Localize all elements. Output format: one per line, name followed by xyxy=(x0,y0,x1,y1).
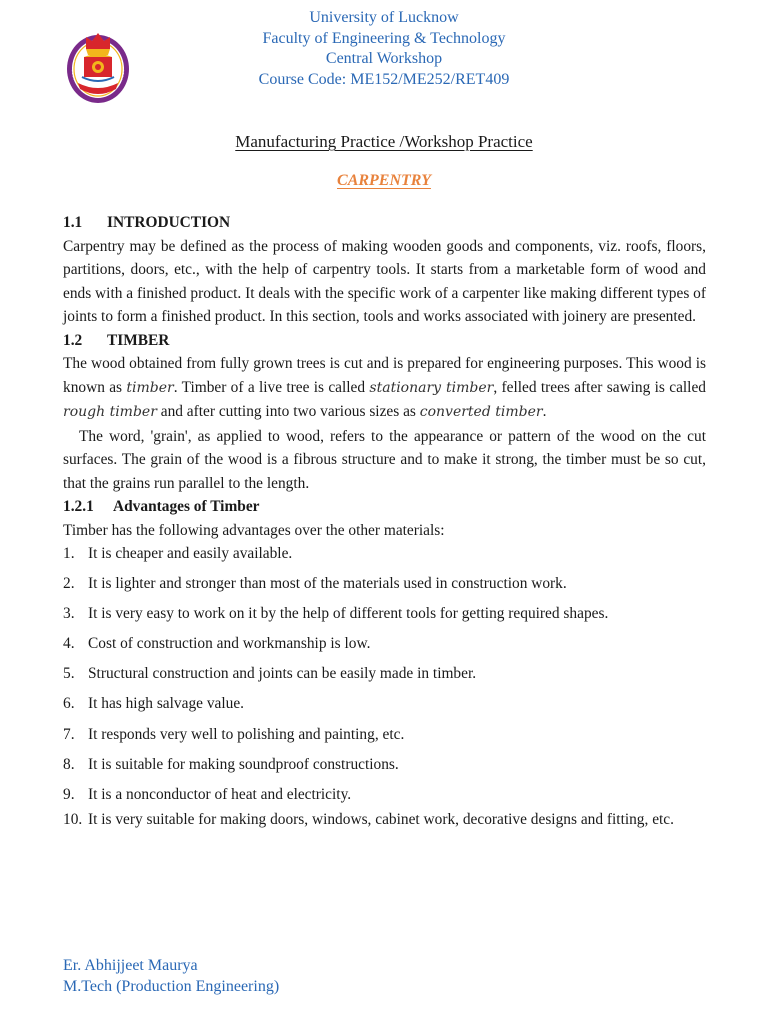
text-run: . xyxy=(542,403,547,420)
grain-paragraph: The word, 'grain', as applied to wood, refers to the appearance or pattern of the wood on the cut surfaces. The grain of the wood is a fibrous structure and to make it strong, the timber must be so cut, that the grains run parallel to the length. xyxy=(63,427,706,492)
list-number: 9. xyxy=(63,785,75,803)
university-name: University of Lucknow xyxy=(309,9,459,26)
list-text: It is cheaper and easily available. xyxy=(88,545,293,562)
term-rough-timber: rough timber xyxy=(63,404,157,420)
heading-advantages xyxy=(63,495,706,519)
author-degree: M.Tech (Production Engineering) xyxy=(63,977,280,995)
list-text: It has high salvage value. xyxy=(88,695,244,713)
list-number: 10. xyxy=(63,811,83,829)
author-name: Er. Abhijjeet Maurya xyxy=(63,957,198,974)
timber-paragraph xyxy=(63,352,706,425)
heading-number: 1.2 xyxy=(63,331,83,349)
text-run: . Timber of a live tree is called xyxy=(173,378,370,396)
text-run: , felled trees after sawing is called xyxy=(493,378,706,396)
department-name: Central Workshop xyxy=(325,50,443,67)
document-body xyxy=(63,211,706,834)
course-code: Course Code: ME152/ME252/RET409 xyxy=(258,70,510,88)
institution-header xyxy=(150,8,618,90)
section-title xyxy=(0,170,768,192)
advantages-intro: Timber has the following advantages over the other materials: xyxy=(63,521,445,539)
list-number: 8. xyxy=(63,755,75,773)
list-number: 5. xyxy=(63,665,75,683)
list-item xyxy=(63,632,706,656)
list-item xyxy=(63,692,706,716)
list-text: It is very easy to work on it by the help of different tools for getting required shapes. xyxy=(88,605,609,623)
document-title xyxy=(0,131,768,153)
list-text: It is lighter and stronger than most of the materials used in construction work. xyxy=(88,575,567,593)
list-number: 4. xyxy=(63,635,75,653)
list-text: It is very suitable for making doors, windows, cabinet work, decorative designs and fitting, etc. xyxy=(88,811,674,829)
list-text: Cost of construction and workmanship is low. xyxy=(88,635,371,653)
term-stationary-timber: stationary timber xyxy=(369,379,494,396)
heading-text: Advantages of Timber xyxy=(113,498,260,515)
heading-text: INTRODUCTION xyxy=(107,214,231,231)
list-number: 2. xyxy=(63,575,75,593)
text-run: The wood obtained from fully grown trees is cut and is prepared for engineering purposes. This wood is known as xyxy=(63,355,706,396)
heading-number: 1.2.1 xyxy=(63,498,94,515)
list-item xyxy=(63,806,706,834)
faculty-name: Faculty of Engineering & Technology xyxy=(262,29,506,47)
list-item xyxy=(63,602,706,626)
university-seal-icon xyxy=(64,27,132,107)
document-title-text: Manufacturing Practice /Workshop Practice xyxy=(235,132,533,151)
list-item xyxy=(63,662,706,686)
introduction-paragraph: Carpentry may be defined as the process of making wooden goods and components, viz. roofs, floors, partitions, doors, etc., with the help of carpentry tools. It starts from a marketable form of wood and ends with a finished product. It deals with the specific work of a carpenter like making different types of joints to form a finished product. In this section, tools and works associated with joinery are presented. xyxy=(63,237,706,325)
term-converted-timber: converted timber xyxy=(419,404,543,420)
list-item xyxy=(63,753,706,777)
section-title-text: CARPENTRY xyxy=(337,172,431,189)
list-number: 7. xyxy=(63,725,75,743)
list-number: 3. xyxy=(63,605,75,623)
list-text: It is suitable for making soundproof constructions. xyxy=(88,755,399,773)
list-item xyxy=(63,572,706,596)
list-number: 1. xyxy=(63,545,75,562)
list-item xyxy=(63,723,706,747)
term-timber: timber xyxy=(126,379,174,396)
author-block xyxy=(63,956,279,997)
text-run: and after cutting into two various sizes as xyxy=(156,403,420,420)
heading-timber xyxy=(63,329,706,353)
list-number: 6. xyxy=(63,695,75,713)
list-text: It responds very well to polishing and painting, etc. xyxy=(88,725,405,743)
list-item xyxy=(63,783,706,807)
heading-text: TIMBER xyxy=(107,331,170,349)
heading-number: 1.1 xyxy=(63,214,83,231)
list-item xyxy=(63,542,706,566)
list-text: Structural construction and joints can be easily made in timber. xyxy=(88,665,477,683)
heading-introduction xyxy=(63,211,706,235)
advantages-list xyxy=(63,542,706,834)
list-text: It is a nonconductor of heat and electricity. xyxy=(88,785,352,803)
